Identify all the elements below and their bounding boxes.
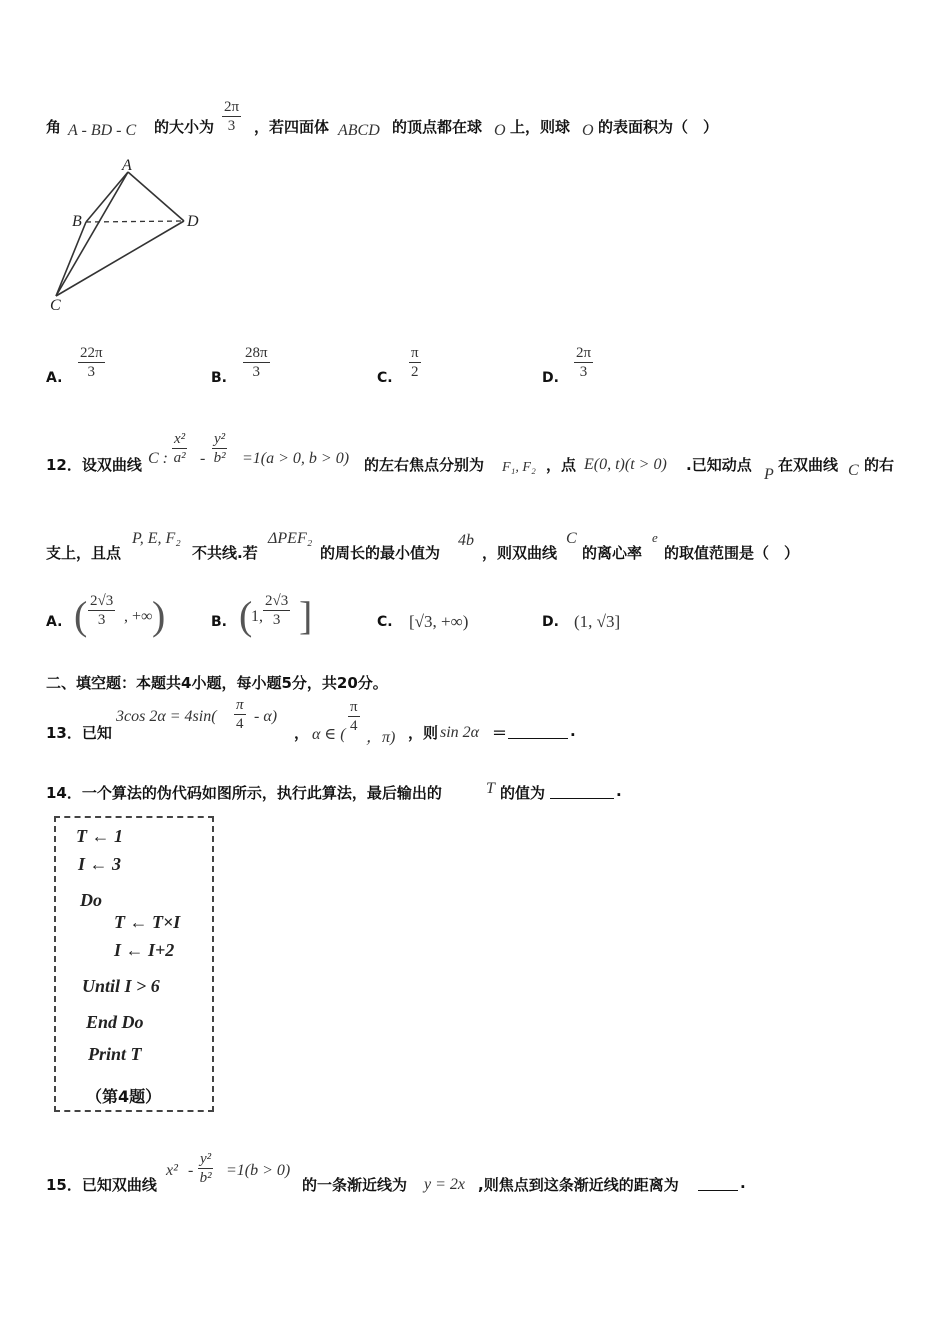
q14-t: T <box>486 780 495 797</box>
q13-line <box>46 697 746 746</box>
q12-x2: x² <box>174 431 186 447</box>
q12-t5: 的右 <box>864 456 895 474</box>
pseudocode-box <box>54 816 214 1112</box>
q11-option-b-num: 28π <box>245 345 268 361</box>
q11-text-3: ，若四面体 <box>254 118 330 136</box>
q11-option-a-den: 3 <box>87 364 96 380</box>
label-b: B <box>72 213 82 230</box>
q11-option-b[interactable] <box>211 344 351 390</box>
code-line-7: End Do <box>86 1012 144 1032</box>
q15-t2: ,则焦点到这条渐近线的距离为 <box>478 1176 679 1194</box>
q11-option-c-den: 2 <box>411 364 419 380</box>
q11-option-d[interactable] <box>542 344 682 390</box>
q12-line2-b: 不共线.若 <box>192 544 258 562</box>
q12-minus: - <box>200 450 206 467</box>
q13-range-frac <box>348 698 360 735</box>
q11-option-a-num: 22π <box>80 345 103 361</box>
q15-prefix: 15．已知双曲线 <box>46 1176 157 1194</box>
label-c: C <box>50 297 61 314</box>
label-a: A <box>122 157 132 174</box>
q12-t1: 的左右焦点分别为 <box>364 456 485 474</box>
q11-text-2: 的大小为 <box>154 118 215 136</box>
q12-tri: ΔPEF₂ <box>268 530 313 547</box>
q12-c2: C <box>566 530 577 547</box>
q12-option-a-num: 2√3 <box>90 593 114 609</box>
q15-minus: - <box>188 1162 194 1179</box>
q12-option-a-rparen: ) <box>152 593 166 638</box>
code-line-4: T ← T×I <box>114 912 181 932</box>
q13-eq-b: - α) <box>254 708 278 725</box>
q15-cond: =1(b > 0) <box>226 1162 291 1179</box>
q15-t1: 的一条渐近线为 <box>302 1176 408 1194</box>
q11-angle-num: 2π <box>224 99 240 115</box>
q12-option-c[interactable] <box>377 588 527 646</box>
q11-option-b-letter: B. <box>211 370 227 386</box>
q11-line <box>46 99 926 144</box>
code-line-2: I ← 3 <box>78 854 122 874</box>
q12-option-b-frac <box>263 592 290 629</box>
q13-num: π <box>236 697 244 713</box>
q11-option-c[interactable] <box>377 344 517 390</box>
q11-option-a[interactable] <box>46 344 186 390</box>
q11-option-a-frac <box>78 344 105 381</box>
q11-dihedral: A - BD - C <box>68 122 137 139</box>
q15-answer-blank[interactable] <box>698 1190 738 1191</box>
q11-option-c-frac <box>409 344 421 381</box>
q13-range-a: α ∈ ( <box>312 726 346 743</box>
q11-tetra: ABCD <box>338 122 380 139</box>
q13-eq: ＝ <box>492 724 508 742</box>
q11-option-d-den: 3 <box>579 364 588 380</box>
q12-option-b-num: 2√3 <box>265 593 289 609</box>
q13-then: ，则 <box>408 724 439 742</box>
q12-option-a-tail: , +∞ <box>124 608 153 625</box>
q11-option-c-num: π <box>411 345 419 361</box>
q12-line-2 <box>46 526 906 566</box>
q12-frac-x <box>172 430 187 467</box>
q12-option-b[interactable] <box>211 588 361 646</box>
q12-point-e: E(0, t)(t > 0) <box>584 456 667 473</box>
q13-end: . <box>570 722 576 740</box>
q11-option-d-num: 2π <box>576 345 592 361</box>
q12-t3: .已知动点 <box>686 456 752 474</box>
code-line-1: T ← 1 <box>76 826 123 846</box>
q11-option-b-den: 3 <box>252 364 261 380</box>
tetrahedron-figure <box>44 156 214 316</box>
q12-curve: C : <box>148 450 168 467</box>
q12-number: 12．设双曲线 <box>46 456 142 474</box>
q11-option-d-letter: D. <box>542 370 559 386</box>
q12-y2: y² <box>214 431 226 447</box>
q12-option-a-frac <box>88 592 115 629</box>
q13-range-b: ，π) <box>366 729 396 746</box>
q11-text-4: 的顶点都在球 <box>392 118 483 136</box>
q14-line <box>46 780 746 804</box>
q11-option-d-frac <box>574 344 593 381</box>
code-line-6: Until I > 6 <box>82 976 160 996</box>
q12-option-d-letter: D. <box>542 614 559 630</box>
code-line-8: Print T <box>88 1044 142 1064</box>
q13-eq-a: 3cos 2α = 4sin( <box>116 708 217 725</box>
q11-text-6: 的表面积为（ ） <box>598 118 719 136</box>
q12-b2: b² <box>213 450 226 466</box>
q12-pts: P, E, F₂ <box>132 530 181 547</box>
q12-option-d[interactable] <box>542 588 692 646</box>
q12-e: e <box>652 530 658 545</box>
q12-line2-e: 的离心率 <box>582 544 643 562</box>
q11-option-b-frac <box>243 344 270 381</box>
q12-foci: F₁, F₂ <box>502 460 536 475</box>
q12-option-a-lparen: ( <box>74 593 88 638</box>
q14-end: . <box>616 782 622 800</box>
q12-option-c-text: [√3, +∞) <box>409 612 469 631</box>
q12-option-a[interactable] <box>46 588 196 646</box>
q11-text-5: 上，则球 <box>510 118 571 136</box>
q14-answer-blank[interactable] <box>550 798 614 799</box>
q12-line2-c: 的周长的最小值为 <box>320 544 441 562</box>
q11-text-1: 角 <box>46 118 62 136</box>
q12-line-1 <box>46 428 906 484</box>
q12-line2-f: 的取值范围是（ ） <box>664 544 800 562</box>
q11-sphere-o1: O <box>494 122 506 139</box>
q12-option-a-den: 3 <box>97 612 106 628</box>
q15-y2: y² <box>200 1151 212 1167</box>
q13-range-num: π <box>350 699 358 715</box>
q12-line2-d: ，则双曲线 <box>482 544 558 562</box>
q12-line2-a: 支上，且点 <box>46 544 122 562</box>
q13-frac <box>234 696 246 733</box>
q12-frac-y <box>212 430 227 467</box>
q12-val: 4b <box>458 532 474 549</box>
q13-den: 4 <box>236 716 244 732</box>
q12-option-b-den: 3 <box>272 612 281 628</box>
label-d: D <box>187 213 199 230</box>
q12-option-d-text: (1, √3] <box>574 612 621 631</box>
q12-option-c-letter: C. <box>377 614 393 630</box>
q12-option-b-head: 1, <box>251 608 263 625</box>
q13-range-den: 4 <box>350 718 358 734</box>
q12-option-b-rbracket: ] <box>299 593 313 638</box>
q12-t2: ，点 <box>546 456 577 474</box>
q12-option-b-letter: B. <box>211 614 227 630</box>
q13-answer-blank[interactable] <box>508 738 568 739</box>
q11-angle-den: 3 <box>227 118 236 134</box>
q12-t4: 在双曲线 <box>778 456 839 474</box>
q15-b2: b² <box>199 1170 212 1186</box>
q13-ask: sin 2α <box>440 724 480 741</box>
code-caption: （第4题） <box>86 1087 162 1106</box>
q11-angle-fraction <box>222 98 241 135</box>
q15-x2: x² <box>166 1162 178 1179</box>
q12-option-b-lparen: ( <box>239 593 253 638</box>
q12-a2: a² <box>173 450 186 466</box>
q15-end: . <box>740 1174 746 1192</box>
code-line-3: Do <box>80 890 102 910</box>
q14-text2: 的值为 <box>500 784 546 802</box>
q13-comma: ， <box>294 724 310 742</box>
code-line-5: I ← I+2 <box>114 940 175 960</box>
q11-option-a-letter: A. <box>46 370 63 386</box>
q12-cond: =1(a > 0, b > 0) <box>242 450 350 467</box>
q15-asym: y = 2x <box>424 1176 465 1193</box>
q14-text: 14．一个算法的伪代码如图所示，执行此算法，最后输出的 <box>46 784 442 802</box>
q12-p: P <box>764 466 774 483</box>
q13-prefix: 13．已知 <box>46 724 112 742</box>
q15-line <box>46 1150 806 1198</box>
q12-c: C <box>848 462 859 479</box>
section-2-title: 二、填空题：本题共4小题，每小题5分，共20分。 <box>46 674 388 692</box>
q12-option-a-letter: A. <box>46 614 63 630</box>
q15-frac <box>198 1150 213 1187</box>
q11-option-c-letter: C. <box>377 370 393 386</box>
q11-sphere-o2: O <box>582 122 594 139</box>
